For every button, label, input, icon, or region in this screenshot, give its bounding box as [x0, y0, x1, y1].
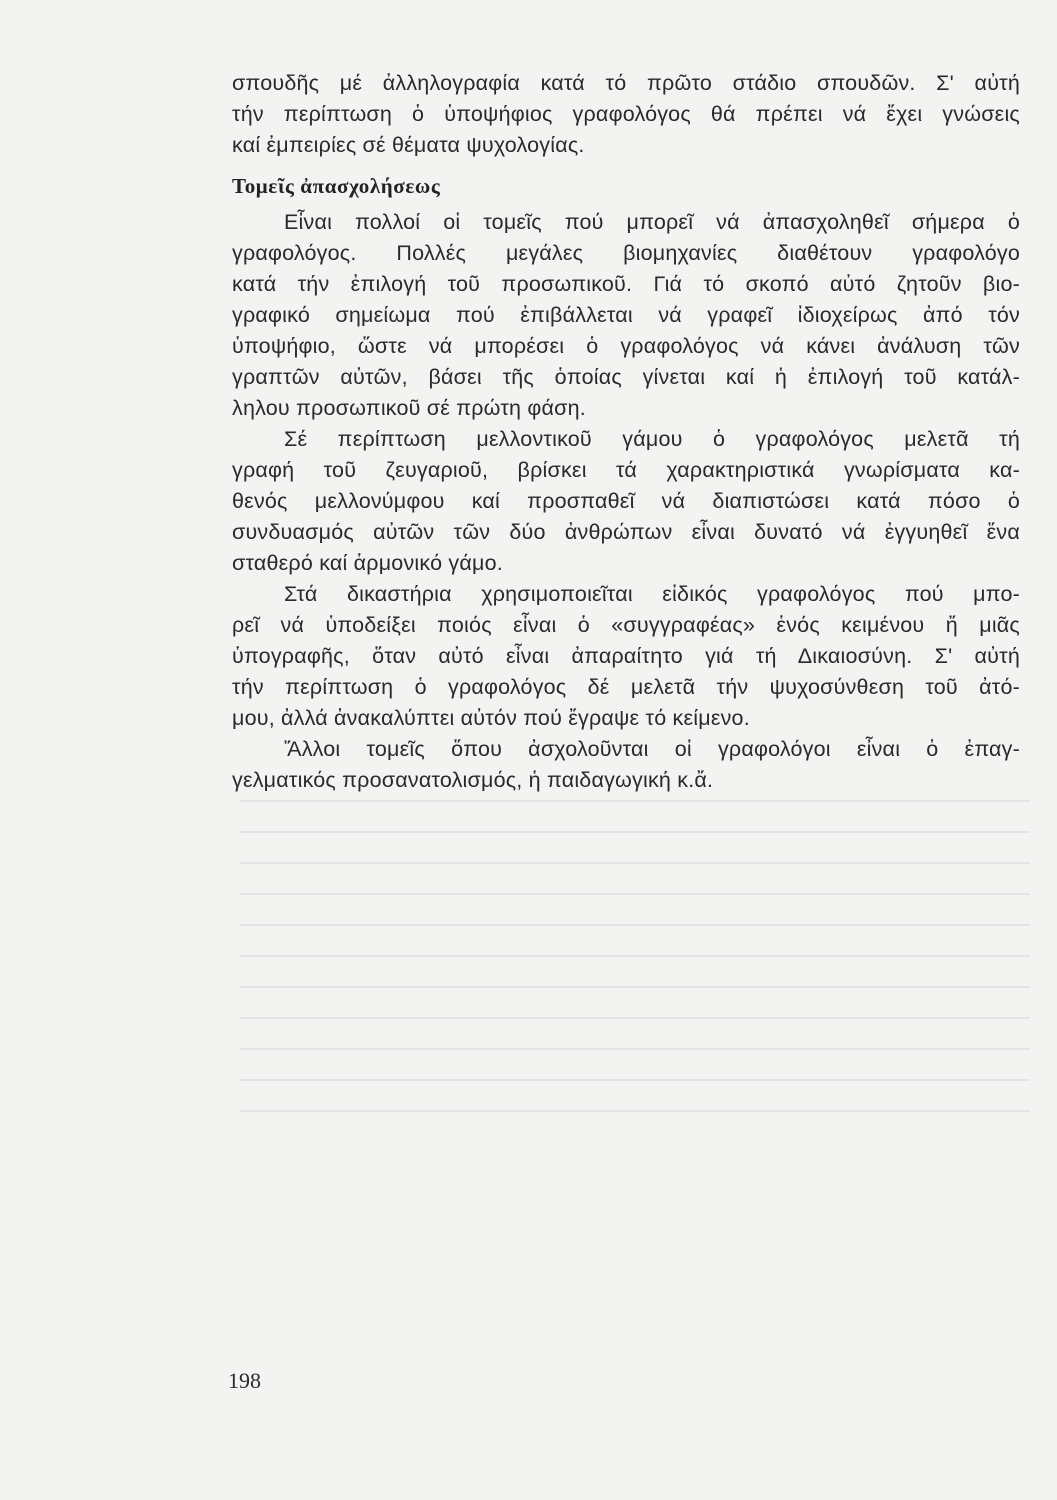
- section-heading: Τομεῖς ἀπασχολήσεως: [232, 174, 441, 198]
- paragraph-2-line: θενός μελλονύμφου καί προσπαθεῖ νά διαπιστώσει κατά πόσο ὁ: [232, 489, 1020, 513]
- paragraph-3-line: μου, ἀλλά ἀνακαλύπτει αὐτόν πού ἔγραψε τό κείμενο.: [232, 706, 750, 730]
- paragraph-4-line: Ἄλλοι τομεῖς ὅπου ἀσχολοῦνται οἱ γραφολόγοι εἶναι ὁ ἐπαγ-: [284, 737, 1020, 761]
- paragraph-2-line: γραφή τοῦ ζευγαριοῦ, βρίσκει τά χαρακτηριστικά γνωρίσματα κα-: [232, 458, 1020, 482]
- paragraph-3-line: ὑπογραφῆς, ὅταν αὐτό εἶναι ἀπαραίτητο γιά τή Δικαιοσύνη. Σ' αὐτή: [232, 644, 1020, 668]
- show-through-texture: [240, 800, 1030, 1140]
- paragraph-1-line: ληλου προσωπικοῦ σέ πρώτη φάση.: [232, 396, 586, 420]
- paragraph-1-line: γραφολόγος. Πολλές μεγάλες βιομηχανίες διαθέτουν γραφολόγο: [232, 241, 1020, 265]
- paragraph-1-line: ὑποψήφιο, ὥστε νά μπορέσει ὁ γραφολόγος νά κάνει ἀνάλυση τῶν: [232, 334, 1020, 358]
- body-text: [232, 68, 1020, 796]
- paragraph-1-line: γραφικό σημείωμα πού ἐπιβάλλεται νά γραφεῖ ἰδιοχείρως ἀπό τόν: [232, 303, 1020, 327]
- paragraph-1-line: κατά τήν ἐπιλογή τοῦ προσωπικοῦ. Γιά τό σκοπό αὐτό ζητοῦν βιο-: [232, 272, 1020, 296]
- paragraph-3-line: ρεῖ νά ὑποδείξει ποιός εἶναι ὁ «συγγραφέας» ἑνός κειμένου ἤ μιᾶς: [232, 613, 1020, 637]
- intro-line: τήν περίπτωση ὁ ὑποψήφιος γραφολόγος θά πρέπει νά ἔχει γνώσεις: [232, 102, 1020, 126]
- paragraph-2-line: συνδυασμός αὐτῶν τῶν δύο ἀνθρώπων εἶναι δυνατό νά ἐγγυηθεῖ ἕνα: [232, 520, 1020, 544]
- paragraph-2-line: Σέ περίπτωση μελλοντικοῦ γάμου ὁ γραφολόγος μελετᾶ τή: [284, 427, 1020, 451]
- intro-line: καί ἐμπειρίες σέ θέματα ψυχολογίας.: [232, 133, 585, 157]
- paragraph-3-line: τήν περίπτωση ὁ γραφολόγος δέ μελετᾶ τήν ψυχοσύνθεση τοῦ ἀτό-: [232, 675, 1020, 699]
- paragraph-2-line: σταθερό καί ἁρμονικό γάμο.: [232, 551, 503, 575]
- paragraph-1-line: Εἶναι πολλοί οἱ τομεῖς πού μπορεῖ νά ἀπασχοληθεῖ σήμερα ὁ: [284, 210, 1020, 234]
- paragraph-1-line: γραπτῶν αὐτῶν, βάσει τῆς ὁποίας γίνεται καί ἡ ἐπιλογή τοῦ κατάλ-: [232, 365, 1020, 389]
- paragraph-3-line: Στά δικαστήρια χρησιμοποιεῖται εἰδικός γραφολόγος πού μπο-: [284, 582, 1020, 606]
- intro-line: σπουδῆς μέ ἀλληλογραφία κατά τό πρῶτο στάδιο σπουδῶν. Σ' αὐτή: [232, 71, 1020, 95]
- paragraph-4-line: γελματικός προσανατολισμός, ἡ παιδαγωγική κ.ἄ.: [232, 768, 714, 792]
- page-number: 198: [228, 1368, 261, 1393]
